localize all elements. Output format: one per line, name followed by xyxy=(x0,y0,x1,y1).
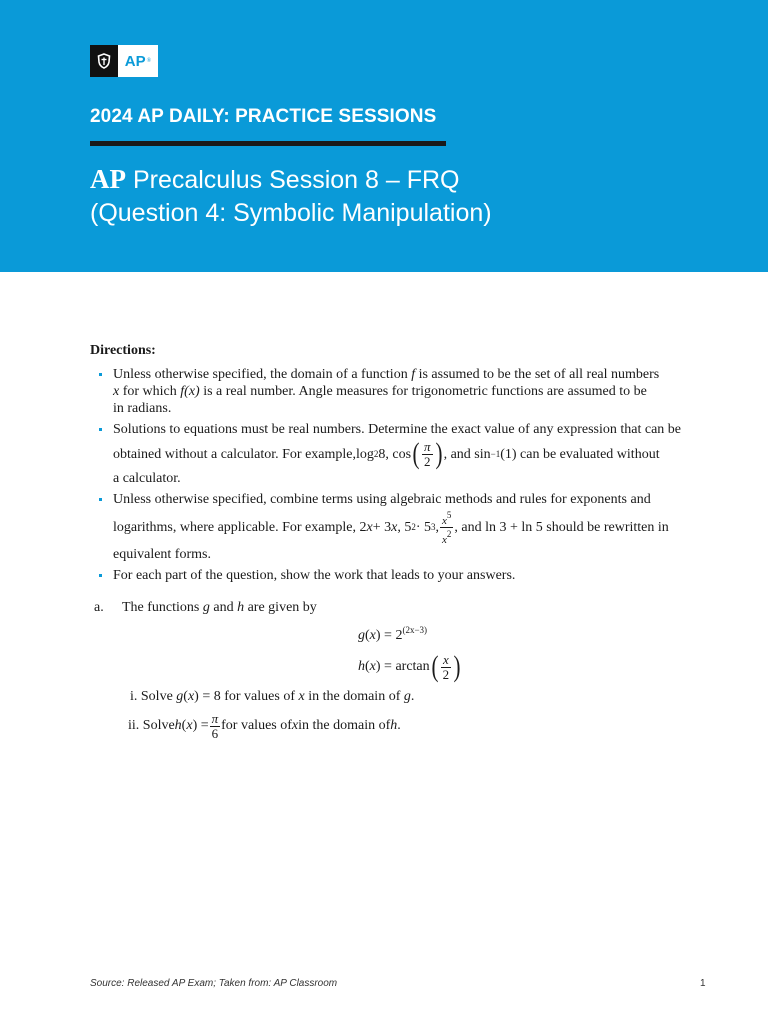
directions-heading: Directions: xyxy=(90,343,156,358)
title-line2: (Question 4: Symbolic Manipulation) xyxy=(90,199,492,227)
x-over-2-fraction: $\frac{x}{2}$ xyxy=(442,651,450,682)
question-part-label: a. xyxy=(94,600,104,615)
question-intro: The functions g and h are given by xyxy=(122,600,317,615)
directions-item-domain: Unless otherwise specified, the domain of a function f is assumed to be the set of all real numbers x for which f(x) is a real number. Angle measures for trigonometric functions are assumed to be in radians. xyxy=(96,366,706,417)
session-title xyxy=(90,163,730,230)
x5-over-x2-fraction: $\frac{x^5}{x^2}$ xyxy=(442,509,452,546)
directions-item-combine-terms: Unless otherwise specified, combine terms using algebraic methods and rules for exponents and logarithms, where applicable. For example, 2 x + 3 x , 5 2 · 5 3 , $\frac{x^5}{x^2}$ , and ln 3 + ln 5 should be rewritten in equivalent forms. xyxy=(96,491,706,563)
pi-over-6-fraction: $\frac{\pi}{6}$ xyxy=(211,710,219,741)
directions-list xyxy=(96,366,706,588)
ap-logo xyxy=(90,45,158,77)
directions-item-show-work: For each part of the question, show the work that leads to your answers. xyxy=(96,567,706,584)
acorn-shield-icon xyxy=(90,45,118,77)
title-line1: Precalculus Session 8 – FRQ xyxy=(126,166,460,194)
title-ap: AP xyxy=(90,164,126,194)
directions-item-solutions: Solutions to equations must be real numbers. Determine the exact value of any expression that can be obtained without a calculator. For example, log 2 8, cos ( $\frac{\pi}{2}$ ) , and sin −1 (1) can be evaluated without a calculator. xyxy=(96,421,706,487)
page-number: 1 xyxy=(700,978,706,989)
footer-source: Source: Released AP Exam; Taken from: AP Classroom xyxy=(90,978,338,989)
ap-logo-text: AP ® xyxy=(118,45,158,77)
header-rule xyxy=(90,141,446,146)
pi-over-2-fraction: $\frac{\pi}{2}$ xyxy=(424,438,431,469)
equation-g: $g(x) = 2^{(2x-3)}$ xyxy=(358,625,428,643)
series-title: 2024 AP DAILY: PRACTICE SESSIONS xyxy=(90,106,437,127)
equation-h: h ( x ) = arctan ( $\frac{x}{2}$ ) xyxy=(358,650,461,683)
header-band xyxy=(0,0,768,272)
subquestion-i: i. Solve g(x) = 8 for values of x in the domain of g. xyxy=(130,689,415,704)
subquestion-ii: ii. Solve h ( x ) = $\frac{\pi}{6}$ for values of x in the domain of h . xyxy=(128,710,401,741)
